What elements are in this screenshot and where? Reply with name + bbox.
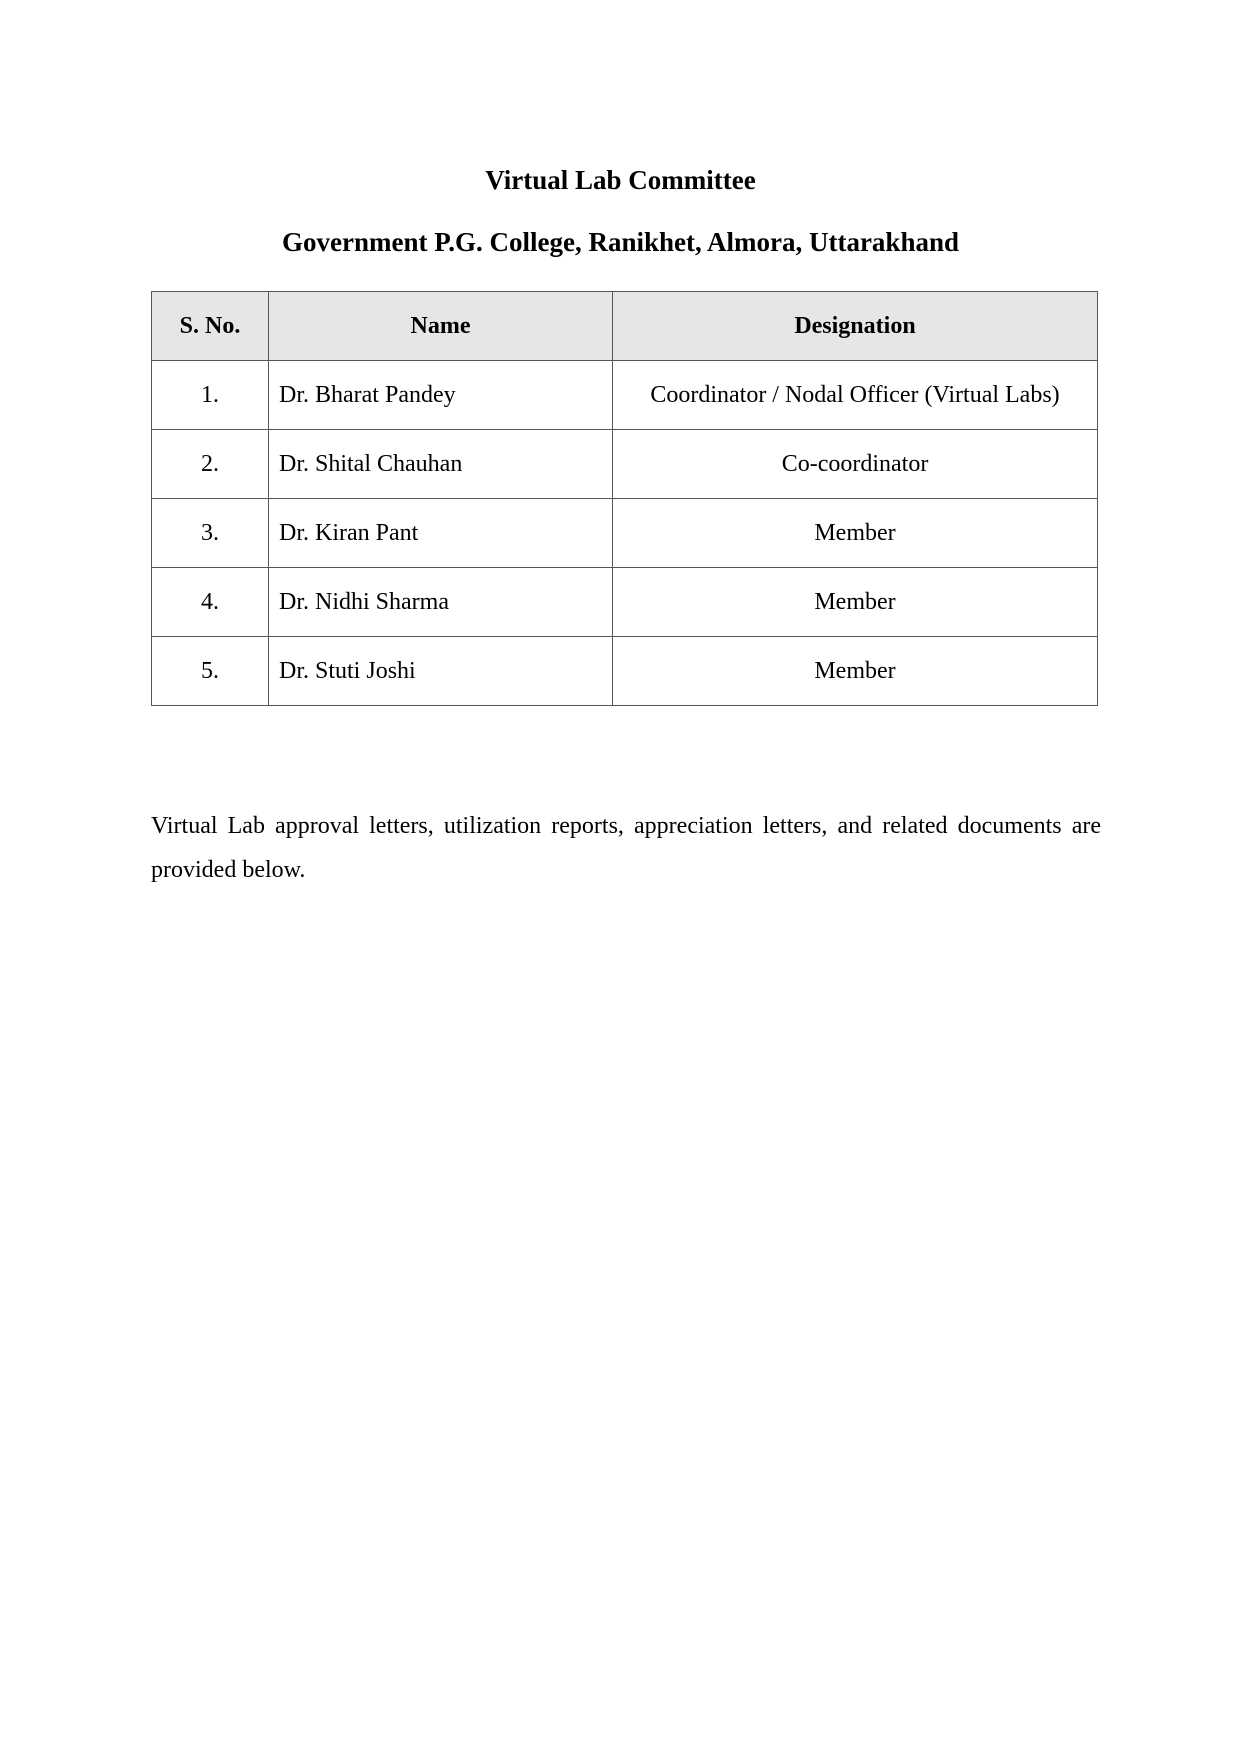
cell-designation: Member	[613, 499, 1098, 568]
cell-name: Dr. Stuti Joshi	[269, 637, 613, 706]
column-header-sno: S. No.	[152, 292, 269, 361]
cell-name: Dr. Nidhi Sharma	[269, 568, 613, 637]
cell-sno: 4.	[152, 568, 269, 637]
column-header-name: Name	[269, 292, 613, 361]
table-row	[152, 568, 1098, 637]
cell-sno: 1.	[152, 361, 269, 430]
cell-name: Dr. Bharat Pandey	[269, 361, 613, 430]
documents-note: Virtual Lab approval letters, utilization reports, appreciation letters, and related documents are provided below.	[151, 813, 1101, 883]
table-row	[152, 361, 1098, 430]
cell-name: Dr. Kiran Pant	[269, 499, 613, 568]
table-header-row	[152, 292, 1098, 361]
table-row	[152, 637, 1098, 706]
table-row	[152, 430, 1098, 499]
cell-designation: Member	[613, 568, 1098, 637]
table-row	[152, 499, 1098, 568]
page-subtitle: Government P.G. College, Ranikhet, Almora, Uttarakhand	[282, 227, 959, 257]
page-title: Virtual Lab Committee	[485, 165, 756, 195]
cell-sno: 5.	[152, 637, 269, 706]
cell-name: Dr. Shital Chauhan	[269, 430, 613, 499]
column-header-designation: Designation	[613, 292, 1098, 361]
cell-sno: 2.	[152, 430, 269, 499]
committee-table	[151, 291, 1098, 706]
cell-designation: Coordinator / Nodal Officer (Virtual Labs)	[613, 361, 1098, 430]
cell-designation: Co-coordinator	[613, 430, 1098, 499]
cell-designation: Member	[613, 637, 1098, 706]
cell-sno: 3.	[152, 499, 269, 568]
